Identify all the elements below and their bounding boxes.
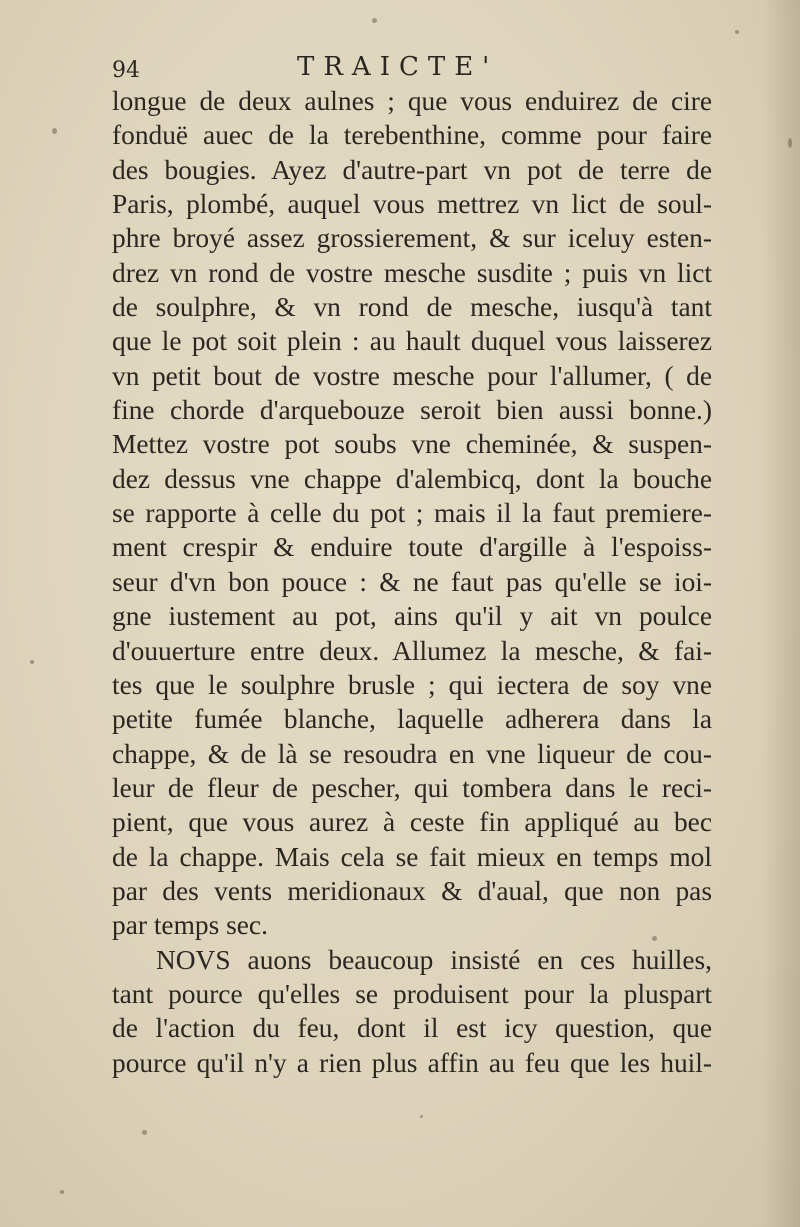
- text-line: chappe, & de là se resoudra en vne liqueur de cou-: [112, 738, 712, 769]
- paper-speck: [52, 128, 57, 134]
- page-edge-shadow: [762, 0, 800, 1227]
- text-line: de la chappe. Mais cela se fait mieux en temps mol: [112, 841, 712, 872]
- text-line: phre broyé assez grossierement, & sur iceluy esten-: [112, 223, 712, 254]
- text-line: ment crespir & enduire toute d'argille à l'espoiss-: [112, 532, 712, 563]
- text-line: Paris, plombé, auquel vous mettrez vn lict de soul-: [112, 189, 712, 220]
- text-line: se rapporte à celle du pot ; mais il la faut premiere-: [112, 498, 712, 529]
- paragraph-start-line: NOVS auons beaucoup insisté en ces huilles,: [156, 944, 712, 975]
- text-line: longue de deux aulnes ; que vous enduirez de cire: [112, 86, 712, 116]
- text-line: petite fumée blanche, laquelle adherera dans la: [112, 704, 712, 735]
- text-line: d'ouuerture entre deux. Allumez la mesche, & fai-: [112, 635, 712, 666]
- paper-speck: [652, 936, 657, 941]
- page-header: [112, 52, 712, 88]
- paper-speck: [60, 1190, 64, 1194]
- text-line: seur d'vn bon pouce : & ne faut pas qu'elle se ioi-: [112, 566, 712, 597]
- body-text: [112, 84, 712, 1080]
- text-line: fonduë auec de la terebenthine, comme pour faire: [112, 120, 712, 151]
- paragraph-end-line: par temps sec.: [112, 910, 268, 941]
- text-line: que le pot soit plein : au hault duquel vous laisserez: [112, 326, 712, 357]
- text-line: des bougies. Ayez d'autre-part vn pot de terre de: [112, 154, 712, 185]
- text-line: vn petit bout de vostre mesche pour l'allumer, ( de: [112, 360, 712, 391]
- text-line: fine chorde d'arquebouze seroit bien aussi bonne.): [112, 395, 712, 426]
- text-line: tant pource qu'elles se produisent pour la pluspart: [112, 978, 712, 1009]
- paper-speck: [788, 138, 792, 148]
- running-title: TRAICTE': [297, 52, 499, 82]
- text-line: par des vents meridionaux & d'aual, que non pas: [112, 875, 712, 906]
- text-line: drez vn rond de vostre mesche susdite ; puis vn lict: [112, 257, 712, 288]
- paper-speck: [372, 18, 377, 23]
- text-line: dez dessus vne chappe d'alembicq, dont la bouche: [112, 463, 712, 494]
- paper-speck: [420, 1115, 423, 1118]
- text-line: Mettez vostre pot soubs vne cheminée, & suspen-: [112, 429, 712, 460]
- page-number: 94: [112, 58, 140, 83]
- text-line: pource qu'il n'y a rien plus affin au feu que les huil-: [112, 1047, 712, 1078]
- paper-speck: [735, 30, 739, 34]
- text-line: leur de fleur de pescher, qui tombera dans le reci-: [112, 772, 712, 803]
- text-line: de soulphre, & vn rond de mesche, iusqu'à tant: [112, 292, 712, 323]
- paper-speck: [30, 660, 34, 664]
- text-line: de l'action du feu, dont il est icy question, que: [112, 1013, 712, 1044]
- text-line: gne iustement au pot, ains qu'il y ait vn poulce: [112, 601, 712, 632]
- paper-speck: [142, 1130, 147, 1135]
- text-line: tes que le soulphre brusle ; qui iectera de soy vne: [112, 669, 712, 700]
- text-line: pient, que vous aurez à ceste fin appliqué au bec: [112, 807, 712, 838]
